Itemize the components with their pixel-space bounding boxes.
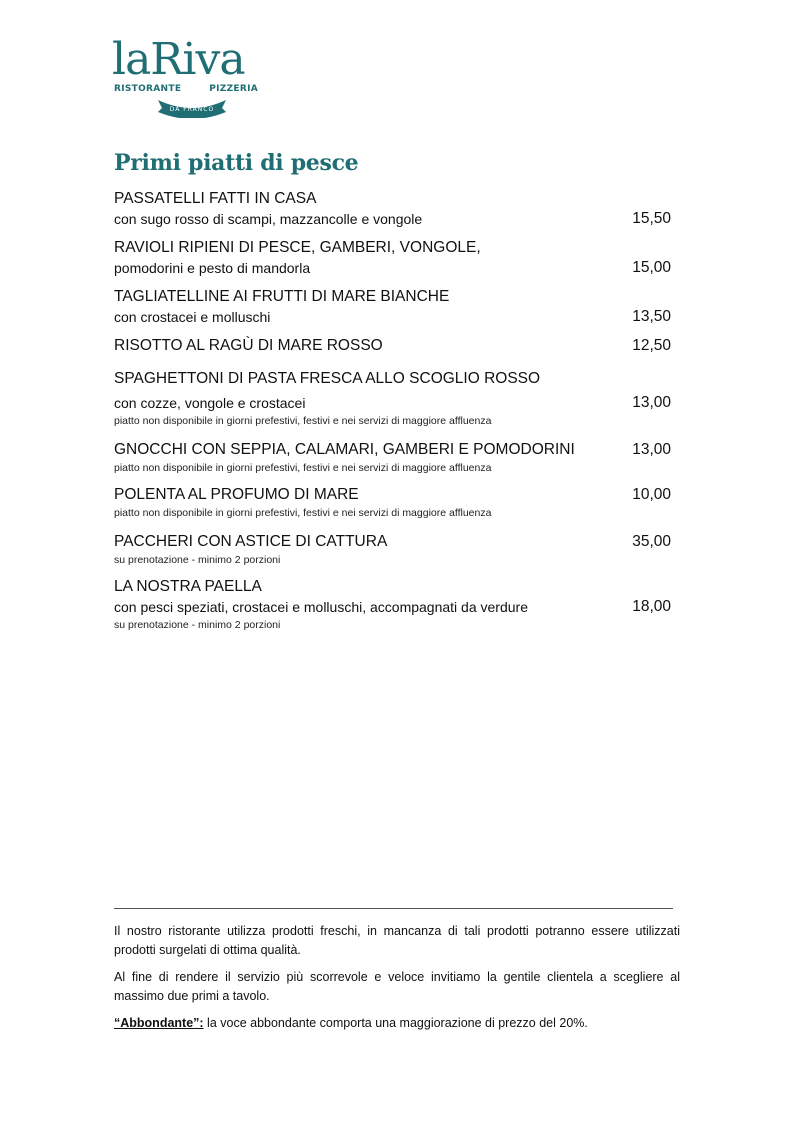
dish-item: [114, 576, 674, 633]
dish-note: su prenotazione - minimo 2 porzioni: [114, 554, 281, 566]
footer-paragraph-fresh-products: Il nostro ristorante utilizza prodotti freschi, in mancanza di tali prodotti potranno essere utilizzati prodotti surgelati di ottima qualità.: [114, 924, 680, 957]
dish-name: TAGLIATELLINE AI FRUTTI DI MARE BIANCHE: [114, 288, 450, 305]
dish-name: RAVIOLI RIPIENI DI PESCE, GAMBERI, VONGOLE,: [114, 239, 481, 256]
section-title: Primi piatti di pesce: [114, 150, 359, 176]
dish-name: POLENTA AL PROFUMO DI MARE: [114, 486, 359, 503]
dish-name: LA NOSTRA PAELLA: [114, 578, 262, 595]
dish-item: [114, 484, 674, 521]
dish-price: 10,00: [632, 486, 671, 503]
dish-item: [114, 286, 674, 327]
dish-item: [114, 335, 674, 356]
dish-price: 18,00: [632, 598, 671, 615]
footer-divider: [114, 908, 673, 909]
dish-description: con sugo rosso di scampi, mazzancolle e vongole: [114, 211, 423, 227]
dish-price: 15,50: [632, 210, 671, 227]
logo-label-pizzeria: PIZZERIA: [209, 84, 258, 94]
dish-note: su prenotazione - minimo 2 porzioni: [114, 619, 281, 631]
dish-item: [114, 531, 674, 568]
dish-note: piatto non disponibile in giorni prefestivi, festivi e nei servizi di maggiore affluenza: [114, 462, 492, 474]
dish-name: GNOCCHI CON SEPPIA, CALAMARI, GAMBERI E POMODORINI: [114, 441, 575, 458]
logo-subtitle: [114, 84, 258, 94]
footer-paragraph-service: Al fine di rendere il servizio più scorrevole e veloce invitiamo la gentile clientela a scegliere al massimo due primi a tavolo.: [114, 970, 680, 1003]
dish-item: [114, 439, 674, 476]
dish-list: [114, 188, 674, 641]
abbondante-text: la voce abbondante comporta una maggiorazione di prezzo del 20%.: [203, 1016, 588, 1030]
abbondante-label: “Abbondante”:: [114, 1016, 204, 1030]
dish-description: pomodorini e pesto di mandorla: [114, 260, 311, 276]
dish-price: 12,50: [632, 337, 671, 354]
dish-description: con crostacei e molluschi: [114, 309, 271, 325]
logo-ribbon: [156, 96, 228, 118]
dish-item: [114, 368, 674, 429]
dish-name: PASSATELLI FATTI IN CASA: [114, 190, 317, 207]
dish-name: SPAGHETTONI DI PASTA FRESCA ALLO SCOGLIO ROSSO: [114, 370, 541, 387]
dish-price: 13,00: [632, 441, 671, 458]
dish-price: 13,00: [632, 394, 671, 411]
dish-item: [114, 237, 674, 278]
footer-notes: [114, 922, 680, 1041]
dish-note: piatto non disponibile in giorni prefestivi, festivi e nei servizi di maggiore affluenza: [114, 507, 492, 519]
dish-price: 15,00: [632, 259, 671, 276]
dish-note: piatto non disponibile in giorni prefestivi, festivi e nei servizi di maggiore affluenza: [114, 415, 492, 427]
logo-wordmark: laRiva: [112, 34, 245, 85]
logo-label-ristorante: RISTORANTE: [114, 84, 182, 94]
dish-price: 13,50: [632, 308, 671, 325]
logo-ribbon-label: DA FRANCO: [169, 106, 215, 113]
dish-item: [114, 188, 674, 229]
dish-description: con pesci speziati, crostacei e molluschi, accompagnati da verdure: [114, 599, 528, 615]
dish-price: 35,00: [632, 533, 671, 550]
footer-paragraph-abbondante: [114, 1014, 680, 1033]
dish-description: con cozze, vongole e crostacei: [114, 395, 306, 411]
restaurant-logo: [112, 34, 262, 120]
dish-name: PACCHERI CON ASTICE DI CATTURA: [114, 533, 388, 550]
dish-name: RISOTTO AL RAGÙ DI MARE ROSSO: [114, 337, 383, 354]
